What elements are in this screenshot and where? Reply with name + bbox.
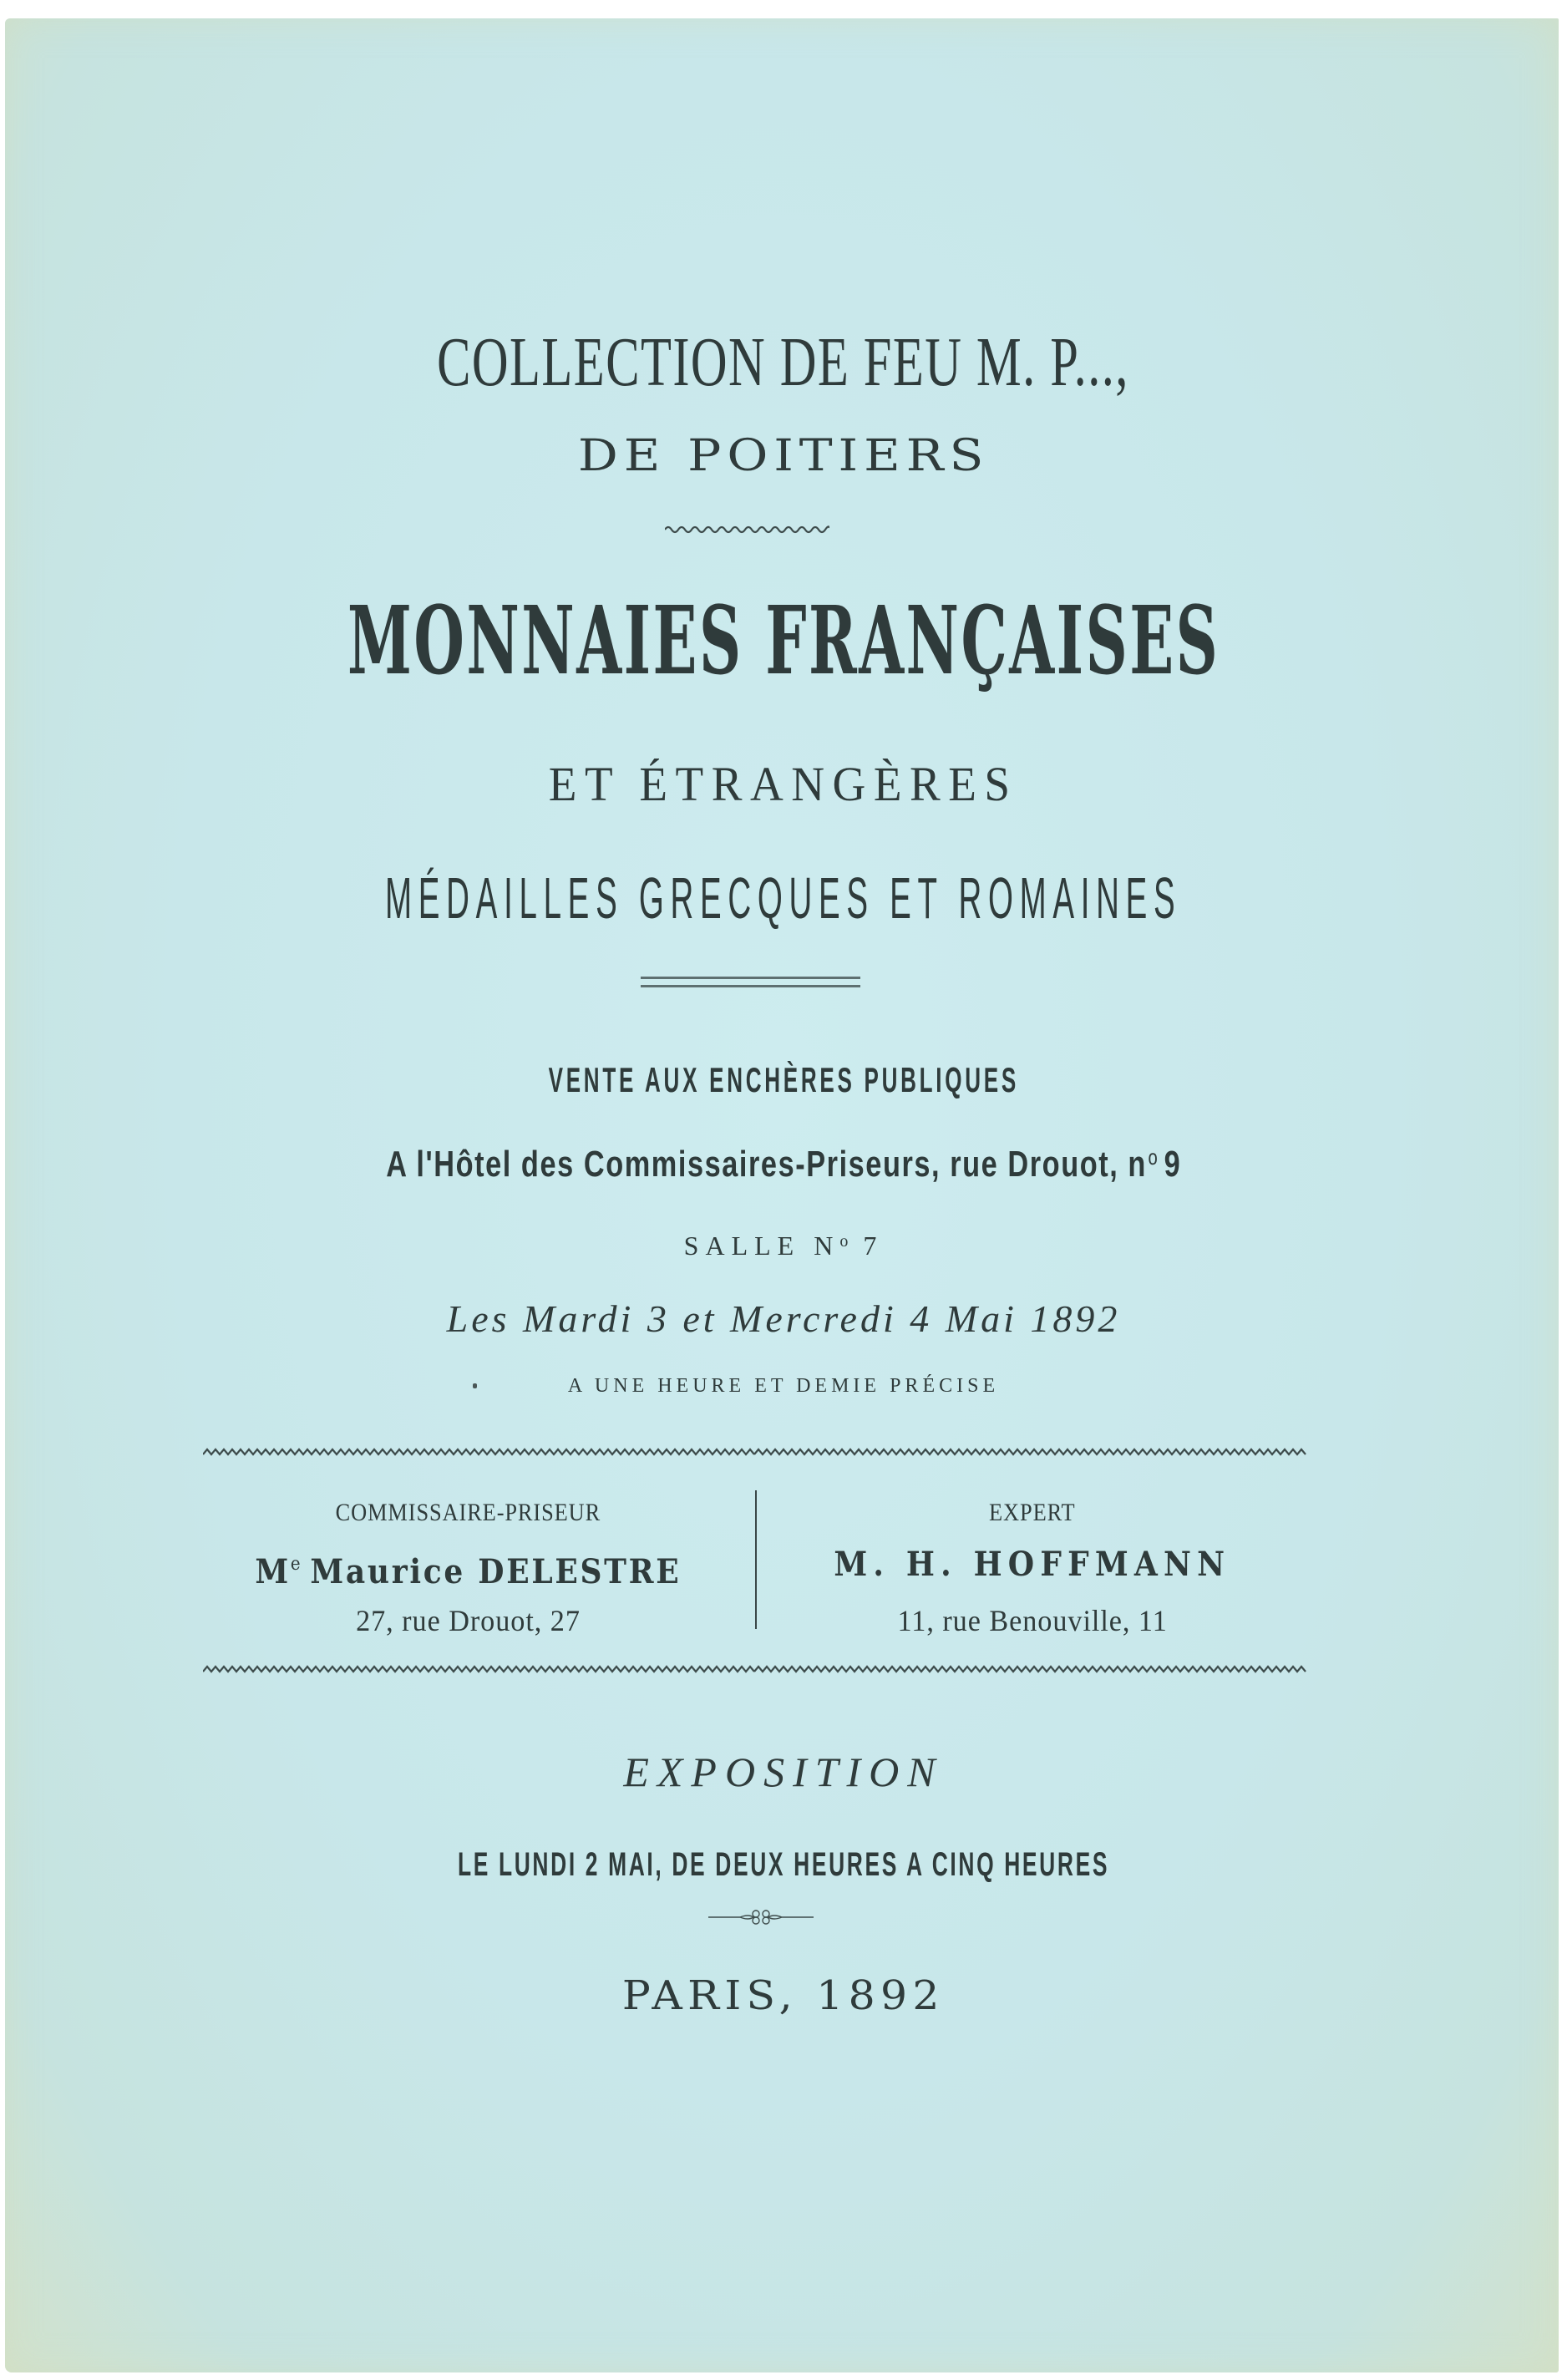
subtitle-text: ET ÉTRANGÈRES: [549, 757, 1018, 811]
vertical-divider: [755, 1490, 757, 1629]
sale-heading: [0, 1060, 1567, 1099]
exhibition-heading-text: EXPOSITION: [623, 1748, 944, 1795]
sale-time: [0, 1376, 1567, 1396]
venue-line-content: [386, 1146, 1181, 1183]
auctioneer-block: [200, 1495, 735, 1644]
room-number: 7: [863, 1231, 884, 1261]
imprint: [0, 1972, 1567, 2019]
exhibition-details-text: LE LUNDI 2 MAI, DE DEUX HEURES A CINQ HEURES: [457, 1846, 1110, 1883]
secondary-title: [0, 865, 1567, 931]
main-title-text: MONNAIES FRANÇAISES: [347, 586, 1220, 696]
auctioneer-name-text: Maurice DELESTRE: [309, 1552, 682, 1591]
expert-address: 11, rue Benouville, 11: [897, 1604, 1168, 1637]
expert-block: [765, 1495, 1300, 1644]
room-label: SALLE N: [683, 1231, 840, 1261]
auctioneer-name: [200, 1539, 735, 1591]
fleuron-ornament: [707, 1907, 815, 1927]
origin-heading-text: DE POITIERS: [577, 431, 990, 481]
sale-dates: [0, 1297, 1567, 1340]
sale-dates-text: Les Mardi 3 et Mercredi 4 Mai 1892: [446, 1297, 1121, 1340]
venue-line: [0, 1146, 1567, 1183]
venue-text: A l'Hôtel des Commissaires-Priseurs, rue Drouot, n: [385, 1144, 1147, 1185]
sale-time-text: A UNE HEURE ET DEMIE PRÉCISE: [567, 1375, 1000, 1397]
venue-number: 9: [1164, 1144, 1181, 1185]
subtitle: [0, 757, 1567, 811]
zigzag-rule-top: [203, 1446, 1308, 1458]
room-sup: o: [839, 1232, 850, 1251]
expert-name: M. H. HOFFMANN: [834, 1545, 1231, 1584]
auctioneer-address: 27, rue Drouot, 27: [355, 1604, 581, 1637]
expert-role: EXPERT: [989, 1499, 1076, 1526]
auctioneer-title-prefix: M: [254, 1552, 291, 1591]
origin-heading: [0, 431, 1567, 481]
auctioneer-title-sup: e: [290, 1554, 302, 1575]
room-line: [0, 1232, 1567, 1259]
exhibition-heading: [0, 1748, 1567, 1795]
secondary-title-text: MÉDAILLES GRECQUES ET ROMAINES: [385, 865, 1182, 931]
main-title: [0, 586, 1567, 696]
collection-heading: [0, 323, 1567, 401]
double-rule-divider: [641, 977, 860, 988]
auctioneer-role: COMMISSAIRE-PRISEUR: [335, 1499, 601, 1526]
wavy-rule-ornament: [665, 523, 829, 535]
sale-heading-text: VENTE AUX ENCHÈRES PUBLIQUES: [548, 1060, 1019, 1099]
exhibition-details: [0, 1848, 1567, 1881]
venue-number-sup: o: [1148, 1144, 1159, 1170]
zigzag-rule-bottom: [203, 1663, 1308, 1675]
imprint-text: PARIS, 1892: [622, 1972, 945, 2019]
collection-heading-text: COLLECTION DE FEU M. P...,: [437, 323, 1130, 401]
